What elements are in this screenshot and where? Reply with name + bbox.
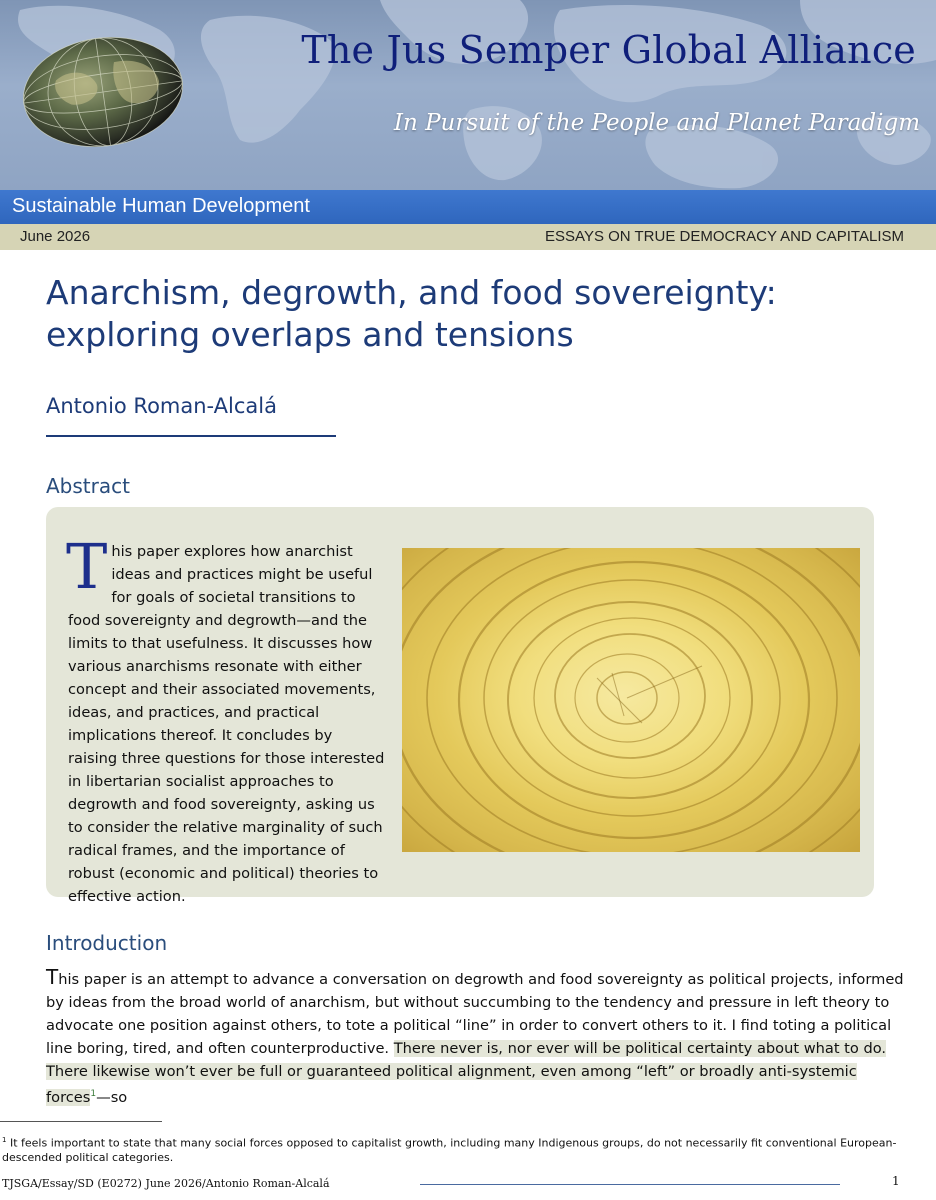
footer-divider bbox=[420, 1184, 840, 1185]
footer-citation: TJSGA/Essay/SD (E0272) June 2026/Antonio Roman-Alcalá bbox=[2, 1177, 330, 1190]
introduction-paragraph bbox=[46, 966, 908, 1109]
intro-text-part1: his paper is an attempt to advance a conversation on degrowth and food sovereignty as political projects, informed by ideas from the broad world of anarchism, but without succumbing to the tendency and pressure in left theory to advocate one position against others, to tote a political “line” in order to convert others to it. I find toting a political line boring, tired, and often counterproductive. bbox=[46, 971, 904, 1057]
globe-logo bbox=[18, 34, 188, 154]
intro-lead-letter: T bbox=[46, 965, 59, 989]
article-author: Antonio Roman-Alcalá bbox=[46, 394, 277, 418]
site-title: The Jus Semper Global Alliance bbox=[301, 28, 916, 72]
section-label: Sustainable Human Development bbox=[12, 195, 310, 217]
tree-rings-image bbox=[402, 548, 860, 852]
footnote-text: It feels important to state that many social forces opposed to capitalist growth, including many Indigenous groups, do not necessarily fit conventional European-descended political categories. bbox=[2, 1136, 897, 1164]
section-bar bbox=[0, 190, 936, 224]
header-banner bbox=[0, 0, 936, 190]
footnote-divider bbox=[0, 1121, 162, 1122]
series-label: ESSAYS ON TRUE DEMOCRACY AND CAPITALISM bbox=[545, 228, 904, 245]
page-number: 1 bbox=[892, 1174, 900, 1188]
footnote bbox=[2, 1133, 922, 1165]
abstract-text-block bbox=[66, 530, 386, 908]
tree-rings-graphic bbox=[402, 548, 860, 852]
abstract-heading: Abstract bbox=[46, 474, 130, 498]
abstract-dropcap: T bbox=[66, 530, 108, 603]
author-divider bbox=[46, 435, 336, 437]
footnote-reference-link[interactable]: 1 bbox=[90, 1089, 97, 1099]
footnote-number: 1 bbox=[2, 1136, 7, 1144]
issue-date: June 2026 bbox=[20, 228, 91, 245]
article-title: Anarchism, degrowth, and food sovereignty: exploring overlaps and tensions bbox=[46, 273, 777, 354]
introduction-heading: Introduction bbox=[46, 931, 168, 955]
date-bar bbox=[0, 224, 936, 250]
intro-text-part2: —so bbox=[96, 1088, 128, 1106]
site-tagline: In Pursuit of the People and Planet Paradigm bbox=[393, 110, 920, 136]
abstract-text: his paper explores how anarchist ideas and practices might be useful for goals of societal transitions to food sovereignty and degrowth—and the limits to that usefulness. It discusses how various anarchisms resonate with either concept and their associated movements, ideas, and practices, and practical implications thereof. It concludes by raising three questions for those interested in libertarian socialist approaches to degrowth and food sovereignty, asking us to consider the relative marginality of such radical frames, and the importance of robust (economic and political) theories to effective action. bbox=[68, 543, 385, 905]
intro-highlighted-text: There never is, nor ever will be political certainty about what to do. There likewise won’t ever be full or guaranteed political alignment, even among “left” or broadly anti-systemic forces bbox=[46, 1040, 887, 1106]
